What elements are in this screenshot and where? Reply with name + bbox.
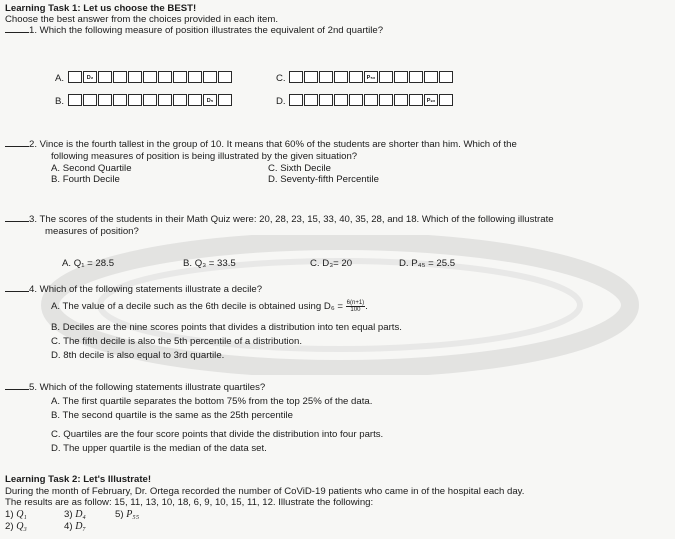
question-1 [5,25,383,36]
question-2 [5,139,517,150]
q1-option-d-boxes[interactable] [289,94,454,106]
question-3-text: 3. The scores of the students in their Math Quiz were: 20, 28, 23, 15, 33, 40, 35, 28, and 18. Which of the following illustrate [29,214,554,225]
answer-blank[interactable] [5,146,29,147]
task2-item-4 [64,521,86,532]
task2-title: Learning Task 2: Let's Illustrate! [5,474,152,485]
q5-option-d[interactable]: D. The upper quartile is the median of the data set. [51,443,267,454]
q2-option-b[interactable]: B. Fourth Decile [51,174,120,185]
decile-formula [346,300,366,313]
question-5-text: 5. Which of the following statements illustrate quartiles? [29,382,266,393]
q4-option-b[interactable]: B. Deciles are the nine scores points that divides a distribution into ten equal parts. [51,322,402,333]
item-number: 3) [64,509,73,520]
q1-option-b-marker: D₅ [203,94,217,106]
q2-option-c[interactable]: C. Sixth Decile [268,163,331,174]
item-number: 5) [115,509,124,520]
question-3 [5,214,554,225]
answer-blank[interactable] [5,32,29,33]
task1-title: Learning Task 1: Let us choose the BEST! [5,3,197,14]
q4-option-a-text: A. The value of a decile such as the 6th decile is obtained using D₆ = [51,301,343,313]
q1-option-d-letter[interactable]: D. [276,96,286,107]
q3-option-d[interactable]: D. P₄₅ = 25.5 [399,258,456,269]
q4-option-a-period: . [365,301,368,313]
q1-option-a-letter[interactable]: A. [55,73,65,84]
formula-denominator: 100 [350,307,361,313]
q1-option-d-marker: P₉₀ [424,94,438,106]
q2-option-a[interactable]: A. Second Quartile [51,163,132,174]
question-4 [5,284,262,295]
item-label: D₇ [75,521,86,532]
question-2-text-cont: following measures of position is being illustrated by the given situation? [51,151,358,162]
task2-item-1 [5,509,27,520]
task2-item-2 [5,521,27,532]
item-label: Q₃ [16,521,27,532]
q3-option-b[interactable]: B. Q₃ = 33.5 [183,258,236,269]
q1-option-a-marker: D₂ [83,71,97,83]
question-1-text: 1. Which the following measure of position illustrates the equivalent of 2nd quartile? [29,25,384,36]
question-5 [5,382,265,393]
item-number: 1) [5,509,14,520]
formula-numerator: 6(n+1) [346,300,365,306]
question-2-text: 2. Vince is the fourth tallest in the group of 10. It means that 60% of the students are shorter than him. Which of the [29,139,517,150]
item-number: 2) [5,521,14,532]
q1-option-a-boxes[interactable] [68,71,233,83]
q1-option-c-boxes[interactable] [289,71,454,83]
q5-option-b[interactable]: B. The second quartile is the same as the 25th percentile [51,410,293,421]
item-label: D₄ [75,509,86,520]
task1-instruction: Choose the best answer from the choices provided in each item. [5,14,279,25]
item-label: P₅₅ [126,509,140,520]
task2-item-3 [64,509,86,520]
task2-text-line2: The results are as follow: 15, 11, 13, 10, 18, 6, 9, 10, 15, 11, 12. Illustrate the following: [5,497,374,508]
q1-option-b-letter[interactable]: B. [55,96,65,107]
answer-blank[interactable] [5,221,29,222]
q4-option-d[interactable]: D. 8th decile is also equal to 3rd quartile. [51,350,225,361]
answer-blank[interactable] [5,291,29,292]
item-label: Q₁ [16,509,27,520]
question-3-text-cont: measures of position? [45,226,139,237]
task2-text-line1: During the month of February, Dr. Ortega recorded the number of CoViD-19 patients who came in of the hospital each day. [5,486,525,497]
q4-option-a[interactable] [51,300,368,313]
q5-option-a[interactable]: A. The first quartile separates the bottom 75% from the top 25% of the data. [51,396,373,407]
q1-option-c-marker: P₅₀ [364,71,378,83]
item-number: 4) [64,521,73,532]
q1-option-c-letter[interactable]: C. [276,73,286,84]
q5-option-c[interactable]: C. Quartiles are the four score points that divide the distribution into four parts. [51,429,384,440]
q2-option-d[interactable]: D. Seventy-fifth Percentile [268,174,379,185]
question-4-text: 4. Which of the following statements illustrate a decile? [29,284,263,295]
q4-option-c[interactable]: C. The fifth decile is also the 5th percentile of a distribution. [51,336,302,347]
q1-option-b-boxes[interactable] [68,94,233,106]
task2-item-5 [115,509,139,520]
q3-option-c[interactable]: C. D₃= 20 [310,258,353,269]
answer-blank[interactable] [5,389,29,390]
q3-option-a[interactable]: A. Q₁ = 28.5 [62,258,115,269]
